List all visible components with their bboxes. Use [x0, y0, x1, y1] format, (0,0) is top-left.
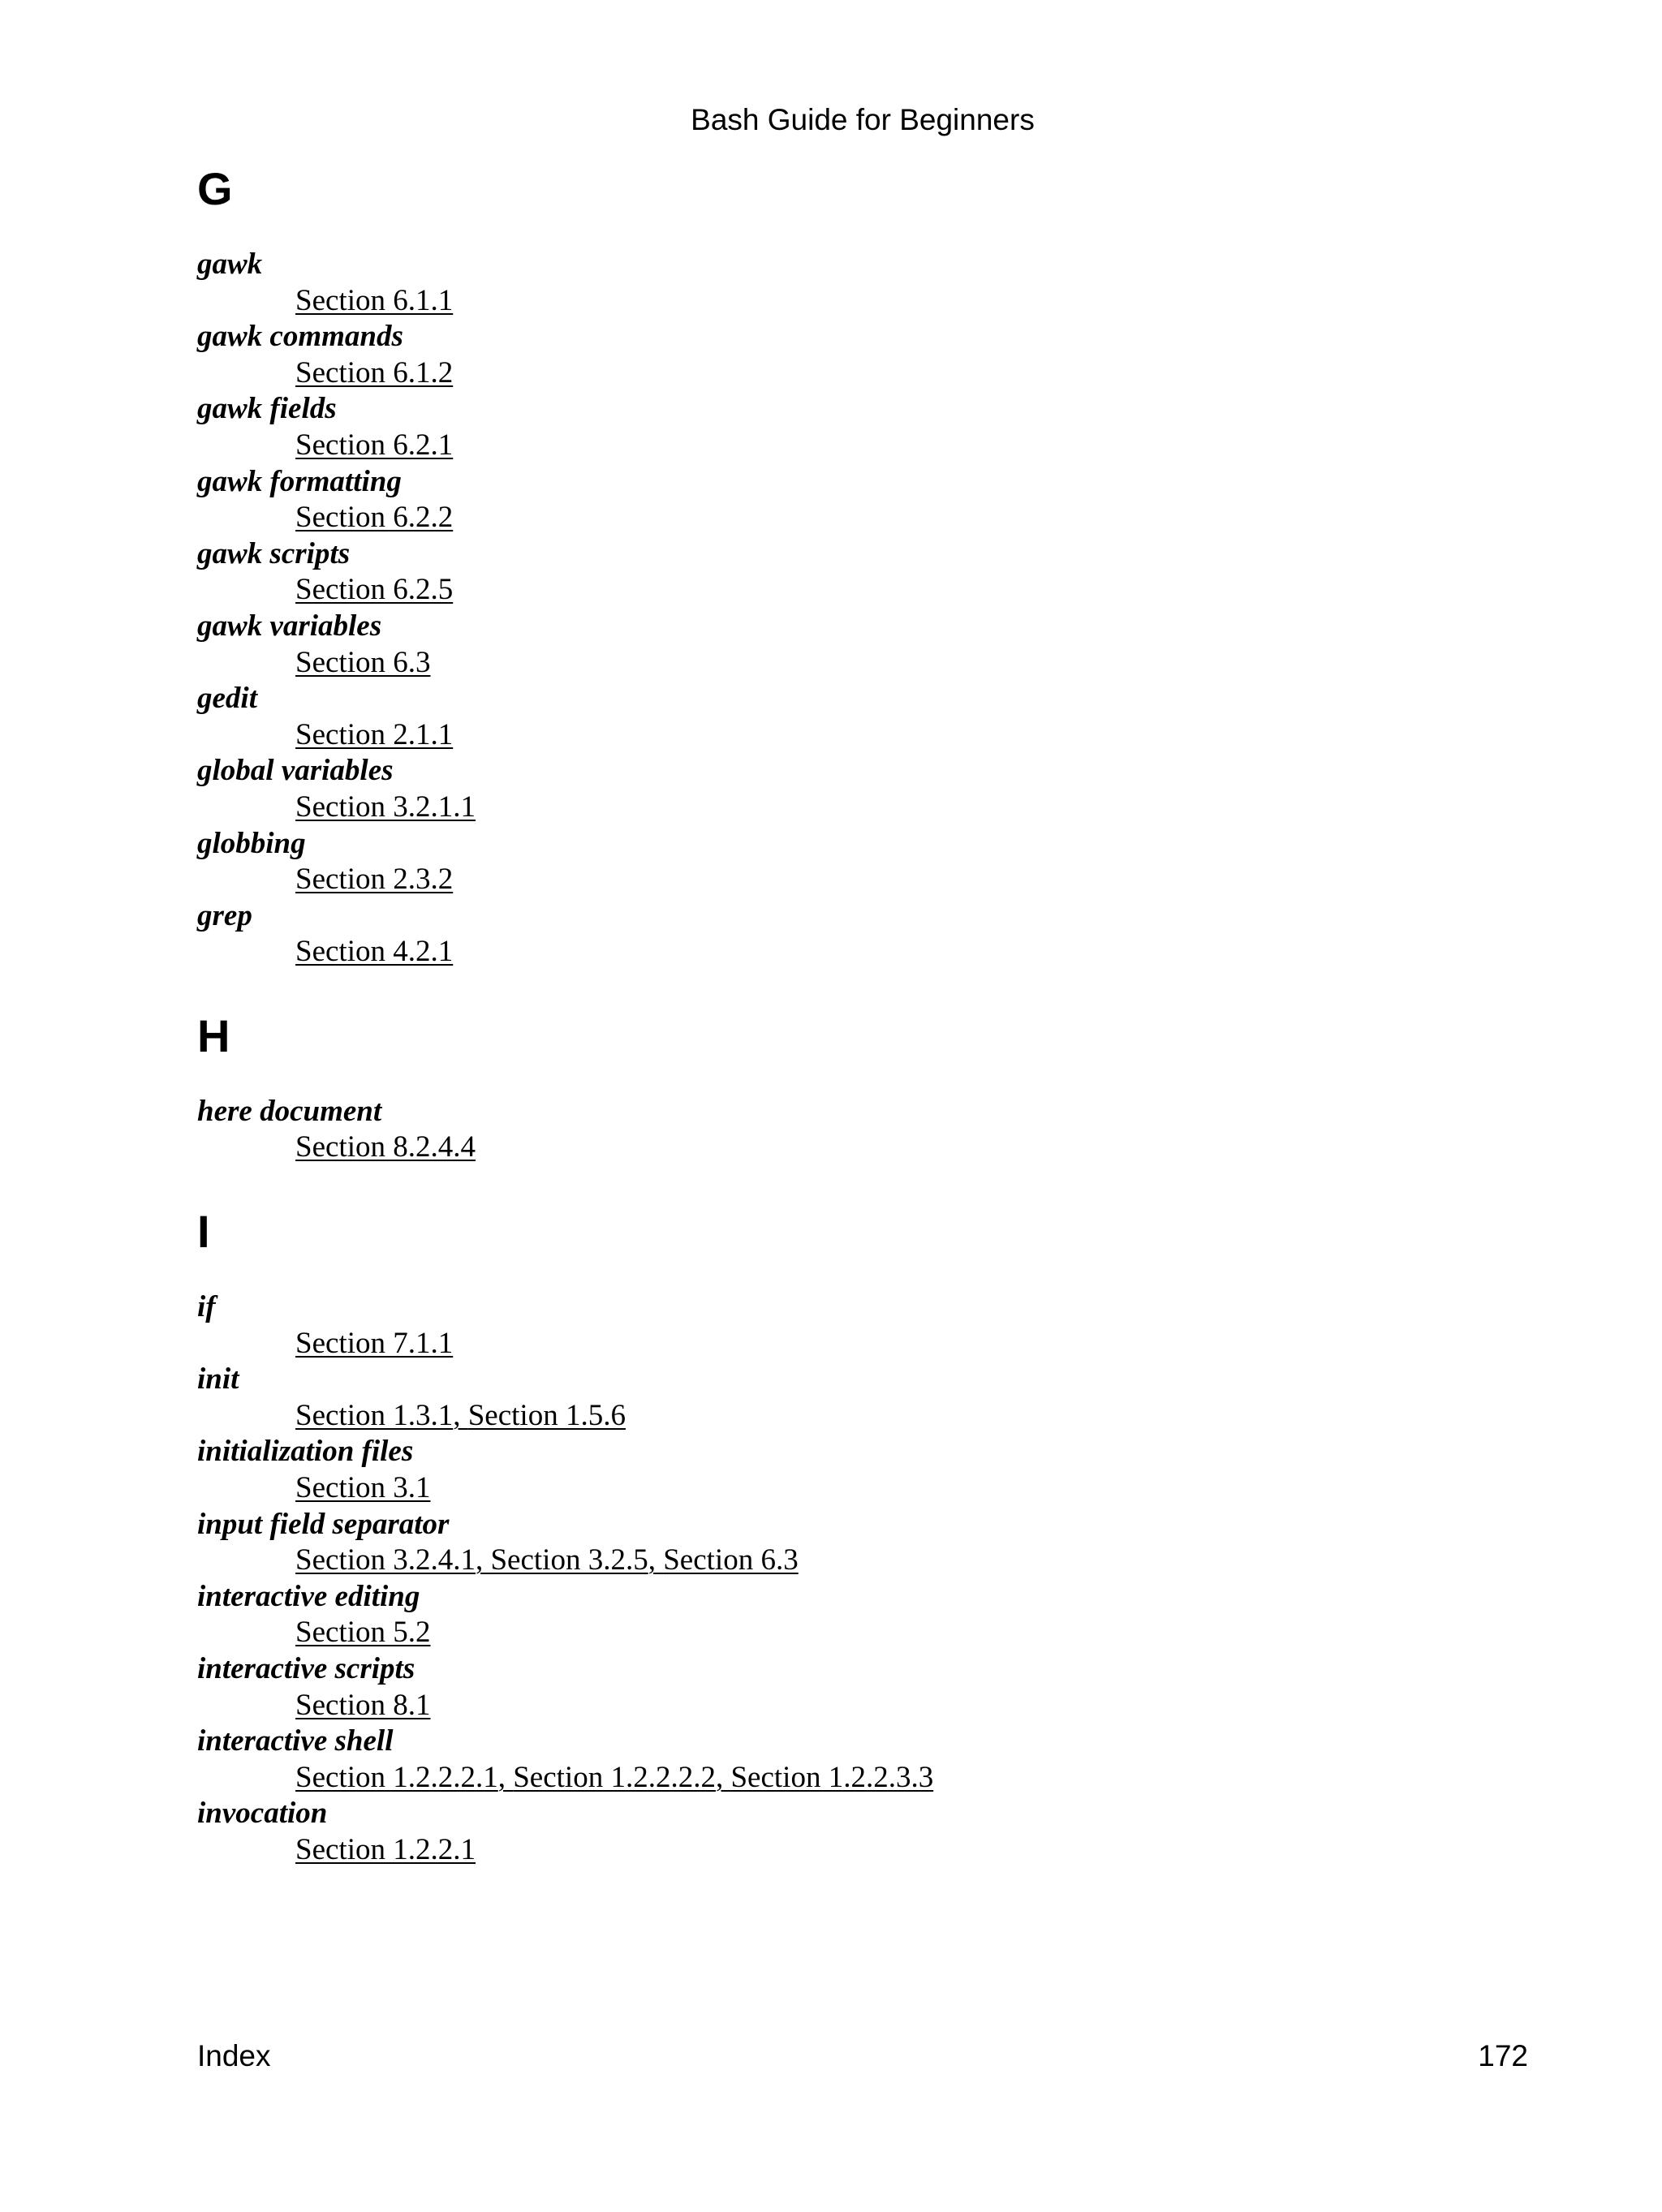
section-link[interactable]: Section 2.3.2 — [295, 863, 454, 897]
section-link[interactable]: Section 1.2.2.1 — [295, 1832, 476, 1866]
index-refs — [197, 934, 1528, 970]
section-letter: I — [197, 1206, 210, 1258]
index-refs — [197, 572, 1528, 609]
section-link[interactable]: Section 1.2.2.3.3 — [730, 1760, 934, 1794]
index-term: gawk variables — [197, 609, 382, 643]
index-refs — [197, 790, 1528, 826]
index-refs — [197, 355, 1528, 392]
index-refs — [197, 862, 1528, 898]
index-refs — [197, 717, 1528, 754]
index-section-i — [197, 1205, 1528, 1869]
section-link[interactable]: Section 6.2.5 — [295, 573, 454, 607]
section-link[interactable]: Section 1.5.6 — [467, 1398, 626, 1432]
index-refs — [197, 1543, 1528, 1579]
section-link[interactable]: Section 8.2.4.4 — [295, 1130, 476, 1164]
index-term: gawk scripts — [197, 536, 351, 570]
index-term: gawk — [197, 247, 263, 281]
ref-separator: , — [453, 1398, 468, 1432]
section-link[interactable]: Section 7.1.1 — [295, 1326, 454, 1360]
index-term: interactive shell — [197, 1724, 394, 1758]
section-link[interactable]: Section 1.2.2.2.2 — [513, 1760, 716, 1794]
section-link[interactable]: Section 3.1 — [295, 1471, 431, 1505]
index-refs — [197, 1832, 1528, 1869]
index-refs — [197, 1326, 1528, 1362]
index-term: grep — [197, 898, 252, 932]
section-link[interactable]: Section 3.2.1.1 — [295, 790, 476, 824]
section-link[interactable]: Section 1.3.1 — [295, 1398, 454, 1432]
ref-separator: , — [715, 1760, 731, 1794]
section-link[interactable]: Section 4.2.1 — [295, 935, 454, 969]
section-link[interactable]: Section 6.2.2 — [295, 501, 454, 535]
index-section-g — [197, 162, 1528, 970]
section-link[interactable]: Section 1.2.2.2.1 — [295, 1760, 498, 1794]
index-term: here document — [197, 1094, 382, 1128]
section-link[interactable]: Section 6.3 — [663, 1543, 799, 1577]
ref-separator: , — [648, 1543, 664, 1577]
index-term: gawk formatting — [197, 464, 402, 498]
section-letter: H — [197, 1009, 230, 1061]
section-link[interactable]: Section 3.2.5 — [490, 1543, 648, 1577]
index-term: gawk commands — [197, 320, 403, 354]
index-term: globbing — [197, 826, 306, 860]
index-term: input field separator — [197, 1507, 450, 1541]
index-term: interactive editing — [197, 1579, 420, 1613]
section-letter: G — [197, 163, 233, 214]
index-refs — [197, 283, 1528, 320]
index-term: init — [197, 1362, 239, 1396]
section-link[interactable]: Section 6.2.1 — [295, 428, 454, 462]
index-term: gawk fields — [197, 392, 337, 426]
index-term: global variables — [197, 754, 394, 788]
ref-separator: , — [497, 1760, 514, 1794]
index-content — [197, 162, 1528, 1869]
section-link[interactable]: Section 6.1.2 — [295, 355, 454, 389]
index-section-h — [197, 1009, 1528, 1166]
index-term: gedit — [197, 682, 257, 716]
index-refs — [197, 1398, 1528, 1435]
index-refs — [197, 1615, 1528, 1651]
index-refs — [197, 1130, 1528, 1166]
index-term: invocation — [197, 1797, 328, 1831]
section-link[interactable]: Section 6.3 — [295, 645, 431, 679]
section-link[interactable]: Section 8.1 — [295, 1688, 431, 1722]
running-header: Bash Guide for Beginners — [691, 103, 1035, 136]
index-term: if — [197, 1290, 216, 1324]
section-link[interactable]: Section 6.1.1 — [295, 283, 454, 317]
section-link[interactable]: Section 3.2.4.1 — [295, 1543, 476, 1577]
ref-separator: , — [475, 1543, 491, 1577]
index-refs — [197, 1760, 1528, 1797]
index-refs — [197, 428, 1528, 464]
index-refs — [197, 500, 1528, 536]
page-number: 172 — [1478, 2039, 1528, 2072]
footer-label: Index — [197, 2039, 271, 2072]
section-link[interactable]: Section 2.1.1 — [295, 717, 454, 751]
index-refs — [197, 1470, 1528, 1507]
index-term: interactive scripts — [197, 1652, 416, 1685]
index-refs — [197, 645, 1528, 682]
index-term: initialization files — [197, 1435, 414, 1469]
index-refs — [197, 1688, 1528, 1724]
section-link[interactable]: Section 5.2 — [295, 1616, 431, 1650]
